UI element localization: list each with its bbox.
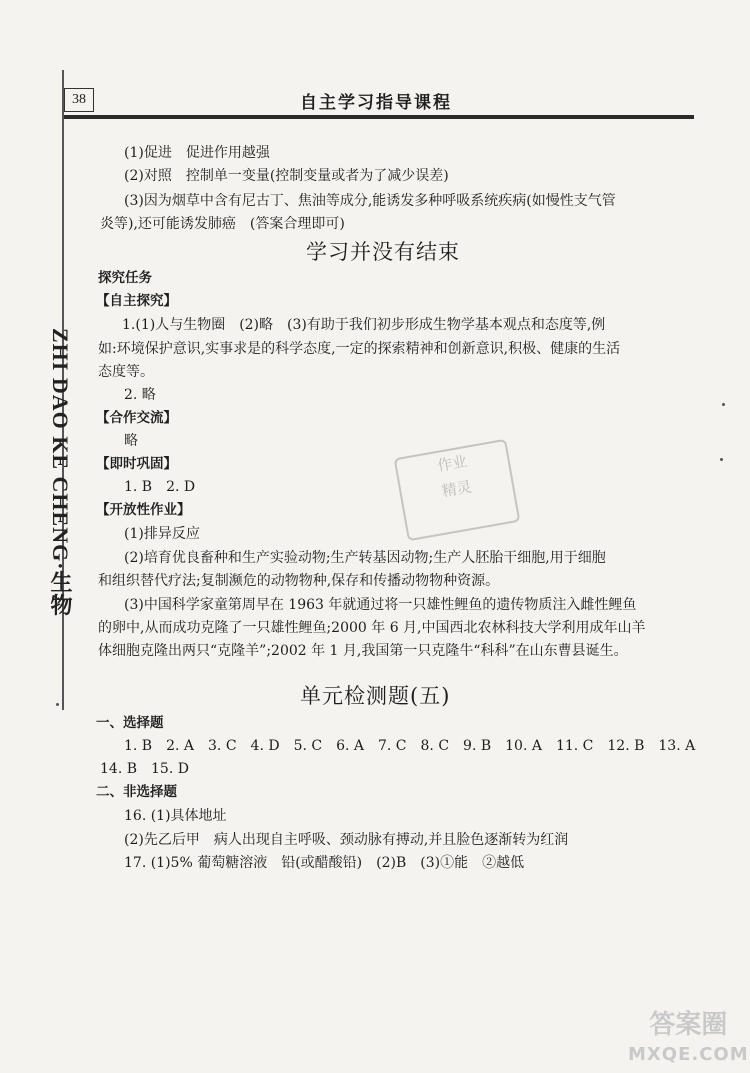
answer-line: 2. 略	[124, 387, 156, 403]
answer-line: (1)排异反应	[124, 526, 200, 542]
watermark-stamp	[394, 439, 521, 542]
answer-line: 如:环境保护意识,实事求是的科学态度,一定的探索精神和创新意识,积极、健康的生活	[98, 341, 621, 357]
subsection-label: 【开放性作业】	[96, 502, 191, 518]
answer-line: 炎等),还可能诱发肺癌 (答案合理即可)	[100, 216, 345, 232]
watermark-logo	[628, 1010, 749, 1070]
scan-speck	[56, 703, 59, 706]
answer-line: 17. (1)5% 葡萄糖溶液 铅(或醋酸铅) (2)B (3)①能 ②越低	[124, 855, 525, 871]
answer-line: 14. B 15. D	[100, 761, 189, 777]
answer-line: 略	[124, 433, 138, 449]
watermark-url: MXQE.COM	[628, 1044, 749, 1065]
answer-line: 的卵中,从而成功克隆了一只雄性鲤鱼;2000 年 6 月,中国西北农林科技大学利用成年山羊	[98, 620, 646, 636]
spine-text: ZHI DAO KE CHENG·生物	[48, 328, 73, 617]
subsection-label: 【自主探究】	[96, 293, 177, 309]
answer-line: 1. B 2. A 3. C 4. D 5. C 6. A 7. C 8. C 9. B 10. A 11. C 12. B 13. A	[124, 738, 696, 754]
watermark-stamp-text: 作业	[435, 451, 469, 475]
answer-line: 16. (1)具体地址	[124, 808, 227, 824]
answer-line: (3)因为烟草中含有尼古丁、焦油等成分,能诱发多种呼吸系统疾病(如慢性支气管	[124, 193, 616, 209]
answer-line: (1)促进 促进作用越强	[124, 145, 270, 161]
answer-line: 1.(1)人与生物圈 (2)略 (3)有助于我们初步形成生物学基本观点和态度等,例	[122, 317, 606, 333]
answer-line: 体细胞克隆出两只“克隆羊”;2002 年 1 月,我国第一只克隆牛“科科”在山东曹县诞生。	[98, 643, 628, 659]
answer-line: (2)对照 控制单一变量(控制变量或者为了减少误差)	[124, 168, 449, 184]
scan-speck	[720, 458, 723, 461]
subsection-label: 【即时巩固】	[96, 456, 177, 472]
scan-speck	[722, 403, 725, 406]
answer-line: (2)先乙后甲 病人出现自主呼吸、颈动脉有搏动,并且脸色逐渐转为红润	[124, 832, 569, 848]
subsection-label: 二、非选择题	[96, 784, 177, 800]
subsection-label: 一、选择题	[96, 715, 164, 731]
answer-line: (3)中国科学家童第周早在 1963 年就通过将一只雄性鲤鱼的遗传物质注入雌性鲤鱼	[124, 597, 637, 613]
page-number: 38	[64, 88, 94, 112]
answer-line: 和组织替代疗法;复制濒危的动物物种,保存和传播动物物种资源。	[98, 573, 500, 589]
subsection-label: 【合作交流】	[96, 410, 177, 426]
answer-line: 态度等。	[98, 364, 154, 380]
section-title: 学习并没有结束	[306, 240, 460, 264]
subsection-label: 探究任务	[98, 270, 152, 286]
answer-line: 1. B 2. D	[124, 479, 196, 495]
watermark-stamp-text: 精灵	[440, 477, 474, 501]
header-rule	[64, 115, 694, 119]
running-header-title: 自主学习指导课程	[300, 93, 452, 113]
answer-line: (2)培育优良畜种和生产实验动物;生产转基因动物;生产人胚胎干细胞,用于细胞	[124, 550, 606, 566]
watermark-logo-text: 答案圈	[649, 1010, 728, 1040]
section-title: 单元检测题(五)	[300, 684, 451, 708]
